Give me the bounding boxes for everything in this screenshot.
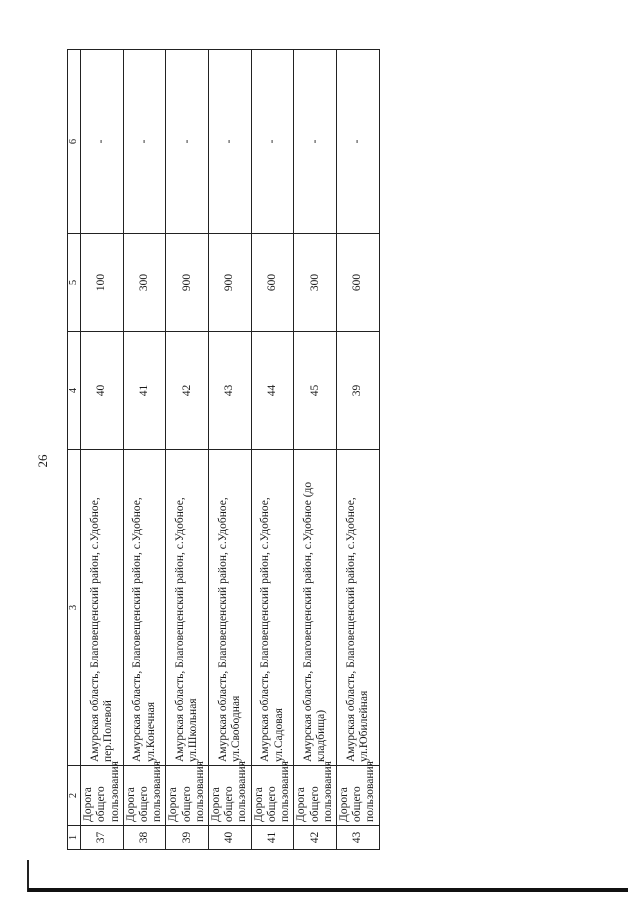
column-6-value: - [337,50,380,234]
column-5-value: 900 [209,234,252,332]
object-address: Амурская область, Благовещенский район, с.Удобное, ул.Школьная [166,450,209,766]
header-cell-6: 6 [68,50,81,234]
object-address: Амурская область, Благовещенский район, с.Удобное (до кладбища) [294,450,337,766]
object-type: Дорога общего пользования [209,766,252,826]
object-type: Дорога общего пользования [123,766,166,826]
object-type: Дорога общего пользования [81,766,124,826]
header-cell-1: 1 [68,826,81,850]
object-address: Амурская область, Благовещенский район, с.Удобное, ул.Юбилейная [337,450,380,766]
object-address: Амурская область, Благовещенский район, с.Удобное, пер.Полевой [81,450,124,766]
object-address: Амурская область, Благовещенский район, с.Удобное, ул.Свободная [209,450,252,766]
object-type: Дорога общего пользования [166,766,209,826]
column-4-value: 40 [81,332,124,450]
column-6-value: - [251,50,294,234]
column-6-value: - [81,50,124,234]
column-4-value: 44 [251,332,294,450]
table-row [251,50,294,850]
scan-bottom-edge [28,888,628,892]
header-cell-3: 3 [68,450,81,766]
row-number: 37 [81,826,124,850]
row-number: 41 [251,826,294,850]
column-4-value: 42 [166,332,209,450]
row-number: 42 [294,826,337,850]
object-type: Дорога общего пользования [337,766,380,826]
column-5-value: 600 [337,234,380,332]
row-number: 39 [166,826,209,850]
column-6-value: - [123,50,166,234]
column-6-value: - [166,50,209,234]
column-5-value: 900 [166,234,209,332]
table-row [166,50,209,850]
object-type: Дорога общего пользования [294,766,337,826]
column-6-value: - [294,50,337,234]
object-type: Дорога общего пользования [251,766,294,826]
row-number: 43 [337,826,380,850]
column-5-value: 600 [251,234,294,332]
column-4-value: 45 [294,332,337,450]
object-address: Амурская область, Благовещенский район, с.Удобное, ул.Конечная [123,450,166,766]
header-cell-5: 5 [68,234,81,332]
table-container [67,50,377,850]
row-number: 38 [123,826,166,850]
column-4-value: 41 [123,332,166,450]
column-4-value: 39 [337,332,380,450]
table-row [123,50,166,850]
table-row [294,50,337,850]
header-cell-2: 2 [68,766,81,826]
table-row [337,50,380,850]
page-number: 26 [35,454,50,468]
header-row [68,50,81,850]
row-number: 40 [209,826,252,850]
column-4-value: 43 [209,332,252,450]
header-cell-4: 4 [68,332,81,450]
object-address: Амурская область, Благовещенский район, с.Удобное, ул.Садовая [251,450,294,766]
column-5-value: 100 [81,234,124,332]
registry-table [67,49,380,850]
table-row [209,50,252,850]
table-row [81,50,124,850]
column-5-value: 300 [294,234,337,332]
column-5-value: 300 [123,234,166,332]
column-6-value: - [209,50,252,234]
